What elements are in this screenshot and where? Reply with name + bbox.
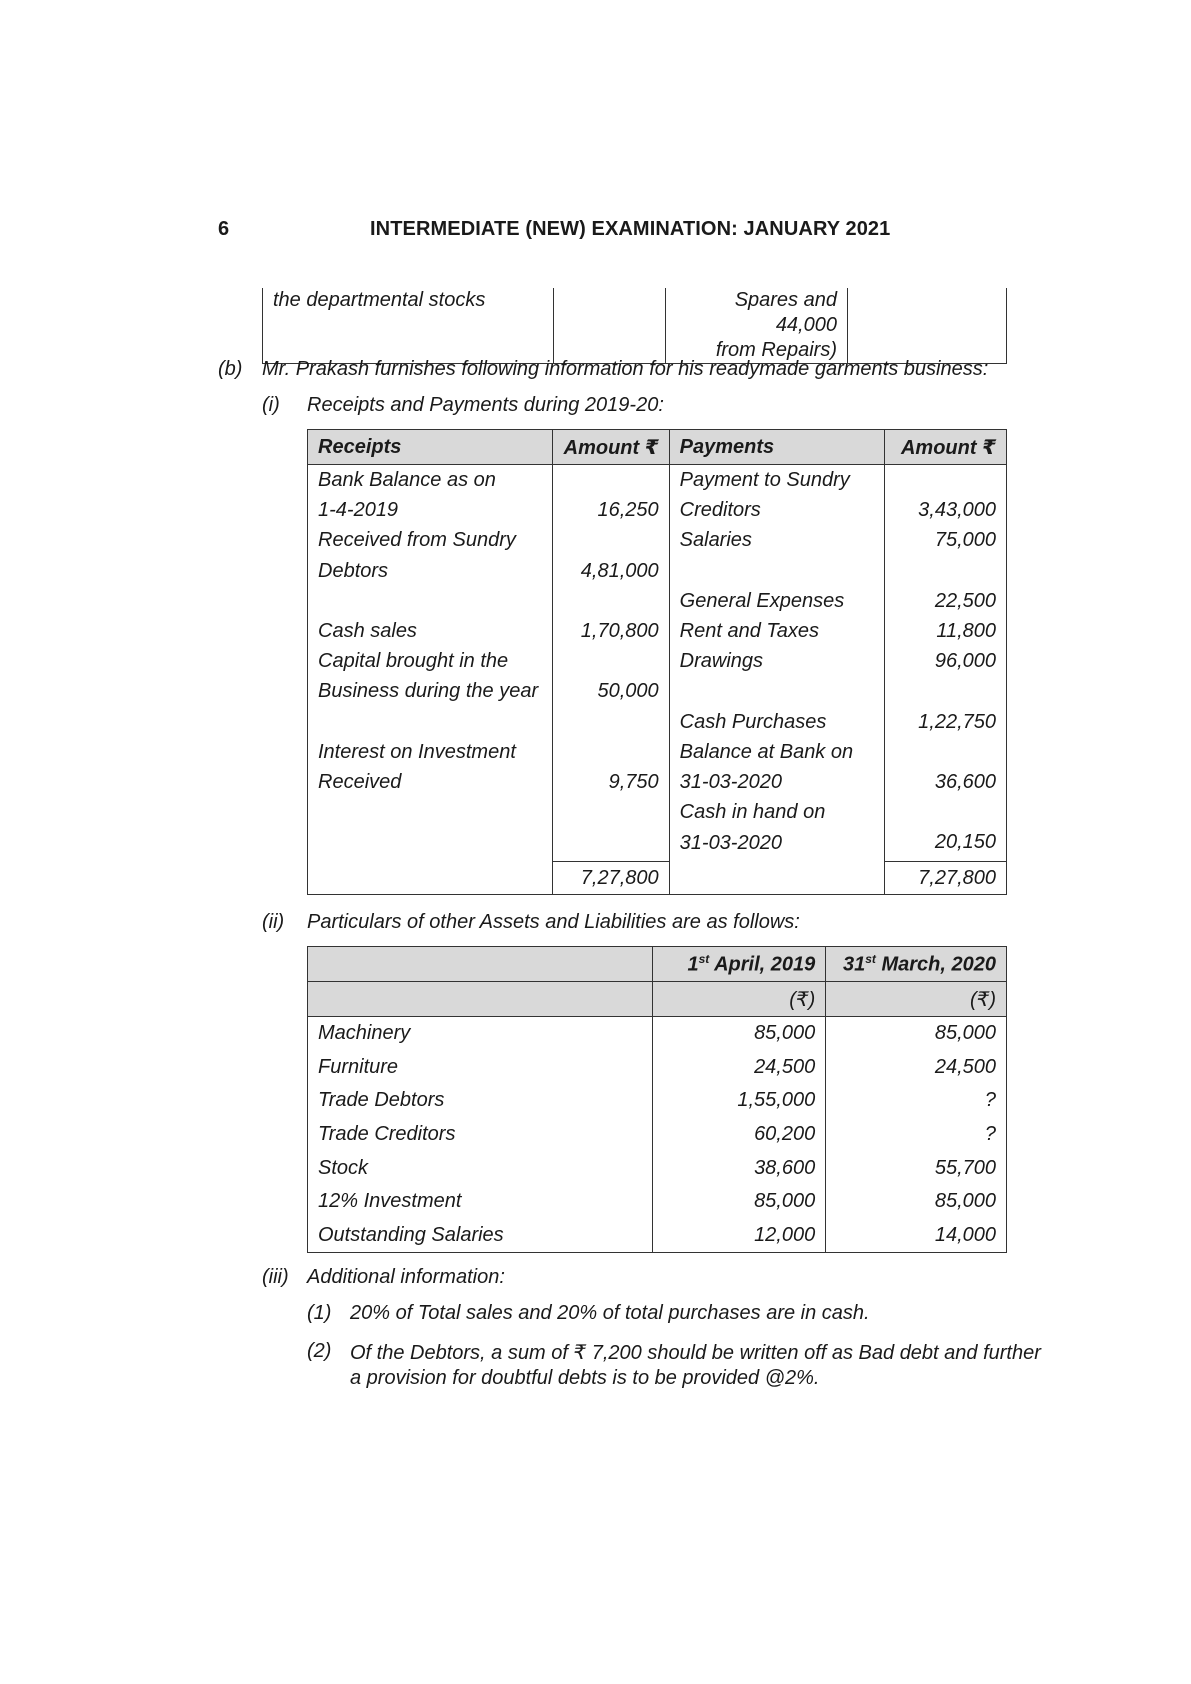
header-payments: Payments [669, 430, 885, 465]
header-col-2019 [653, 947, 826, 982]
payment-amount-cell: 22,500 [885, 586, 1007, 616]
table-header-row [308, 947, 1007, 982]
payment-amount-cell: 96,000 [885, 646, 1007, 676]
payments-total: 7,27,800 [885, 862, 1007, 895]
value-2020-cell: ? [826, 1118, 1007, 1152]
continuation-left-cell [263, 288, 554, 364]
receipt-amount-cell: 9,750 [552, 767, 669, 797]
continuation-blank-cell [554, 288, 665, 364]
value-2019-cell: 85,000 [653, 1017, 826, 1051]
table-header-row [308, 430, 1007, 465]
receipt-amount-cell [552, 827, 669, 862]
additional-item-2-line1: Of the Debtors, a sum of ₹ 7,200 should be written off as Bad debt and further [350, 1342, 1041, 1364]
table-row [308, 707, 1007, 737]
receipt-cell [308, 586, 553, 616]
value-2019-cell: 60,200 [653, 1118, 826, 1152]
table-row [308, 797, 1007, 827]
table-row [308, 1017, 1007, 1051]
continuation-amount-cell [847, 288, 1006, 364]
table-row [308, 556, 1007, 586]
receipt-cell [308, 827, 553, 862]
particular-cell: Stock [308, 1151, 653, 1185]
table-row [308, 646, 1007, 676]
section-i-label: (i) [262, 394, 280, 416]
unit-blank [308, 982, 653, 1017]
header-amount-payments: Amount ₹ [885, 430, 1007, 465]
payment-cell [669, 556, 885, 586]
additional-item-2-number: (2) [307, 1340, 332, 1362]
payment-amount-cell [885, 676, 1007, 706]
total-blank-cell [308, 862, 553, 895]
header-col-2020-sup: st [865, 951, 876, 966]
section-ii-label: (ii) [262, 911, 285, 933]
particular-cell: Outstanding Salaries [308, 1219, 653, 1253]
header-col-2019-sup: st [698, 951, 710, 966]
additional-item-1-number: (1) [307, 1302, 332, 1324]
header-col-2019-day: 1 [687, 953, 699, 976]
value-2020-cell: 85,000 [826, 1017, 1007, 1051]
unit-col-2019: (₹) [653, 982, 826, 1017]
payment-cell: General Expenses [669, 586, 885, 616]
value-2019-cell: 24,500 [653, 1051, 826, 1085]
receipt-amount-cell: 4,81,000 [552, 556, 669, 586]
header-col-2020-rest: March, 2020 [875, 953, 996, 976]
payment-cell: Balance at Bank on [669, 737, 885, 767]
receipt-amount-cell [552, 646, 669, 676]
receipt-amount-cell: 1,70,800 [552, 616, 669, 646]
payment-amount-cell [885, 797, 1007, 827]
payment-amount-cell: 11,800 [885, 616, 1007, 646]
particular-cell: Trade Creditors [308, 1118, 653, 1152]
total-blank-cell [669, 862, 885, 895]
payment-amount-cell [885, 465, 1007, 496]
table-row [308, 1151, 1007, 1185]
page-number: 6 [218, 218, 230, 240]
value-2019-cell: 85,000 [653, 1185, 826, 1219]
part-b-text: Mr. Prakash furnishes following information for his readymade garments business: [262, 358, 989, 380]
unit-row [308, 982, 1007, 1017]
header-col-2020-day: 31 [843, 953, 866, 976]
payment-cell: Payment to Sundry [669, 465, 885, 496]
total-row [308, 862, 1007, 895]
value-2019-cell: 38,600 [653, 1151, 826, 1185]
continuation-right-cell [665, 288, 847, 364]
section-iii-label: (iii) [262, 1266, 289, 1288]
receipt-cell: Bank Balance as on [308, 465, 553, 496]
receipt-cell: Business during the year [308, 676, 553, 706]
unit-col-2020: (₹) [826, 982, 1007, 1017]
receipt-amount-cell: 50,000 [552, 676, 669, 706]
value-2020-cell: 85,000 [826, 1185, 1007, 1219]
particular-cell: Furniture [308, 1051, 653, 1085]
receipt-amount-cell [552, 797, 669, 827]
payment-amount-cell [885, 556, 1007, 586]
table-row [308, 1118, 1007, 1152]
header-receipts: Receipts [308, 430, 553, 465]
value-2020-cell: ? [826, 1084, 1007, 1118]
payment-cell: 31-03-2020 [669, 767, 885, 797]
payment-cell [669, 676, 885, 706]
receipt-amount-cell [552, 707, 669, 737]
receipt-cell: Capital brought in the [308, 646, 553, 676]
header-particulars-blank [308, 947, 653, 982]
table-row [308, 586, 1007, 616]
payment-cell: Cash Purchases [669, 707, 885, 737]
payment-cell: 31-03-2020 [669, 827, 885, 862]
table-row [308, 1051, 1007, 1085]
particular-cell: 12% Investment [308, 1185, 653, 1219]
receipt-amount-cell [552, 586, 669, 616]
continuation-right-line1: Spares and 44,000 [734, 289, 837, 336]
payment-amount-cell: 20,150 [885, 827, 1007, 862]
receipt-amount-cell: 16,250 [552, 495, 669, 525]
header-col-2019-rest: April, 2019 [709, 953, 816, 976]
value-2019-cell: 1,55,000 [653, 1084, 826, 1118]
receipts-payments-table [307, 429, 1007, 895]
receipt-cell [308, 707, 553, 737]
table-row [308, 676, 1007, 706]
section-i-text: Receipts and Payments during 2019-20: [307, 394, 664, 416]
table-row [308, 1185, 1007, 1219]
continuation-right-line2: from Repairs) [715, 339, 837, 361]
receipts-total: 7,27,800 [552, 862, 669, 895]
table-row [308, 465, 1007, 496]
payment-amount-cell: 1,22,750 [885, 707, 1007, 737]
part-b-label: (b) [218, 358, 243, 380]
receipt-cell [308, 797, 553, 827]
receipt-cell: Debtors [308, 556, 553, 586]
additional-item-1-text: 20% of Total sales and 20% of total purchases are in cash. [350, 1302, 870, 1324]
receipt-cell: Received from Sundry [308, 525, 553, 555]
receipt-cell: Received [308, 767, 553, 797]
receipt-cell: Interest on Investment [308, 737, 553, 767]
table-row [308, 1084, 1007, 1118]
particulars-table [307, 946, 1007, 1253]
continuation-left-text: the departmental stocks [273, 289, 486, 311]
particular-cell: Machinery [308, 1017, 653, 1051]
particular-cell: Trade Debtors [308, 1084, 653, 1118]
table-row [308, 1219, 1007, 1253]
receipt-amount-cell [552, 737, 669, 767]
table-row [308, 616, 1007, 646]
table-row [308, 495, 1007, 525]
table-row [308, 827, 1007, 862]
section-iii-text: Additional information: [307, 1266, 505, 1288]
payment-cell: Rent and Taxes [669, 616, 885, 646]
payment-cell: Drawings [669, 646, 885, 676]
table-row [308, 525, 1007, 555]
value-2020-cell: 55,700 [826, 1151, 1007, 1185]
page-title: INTERMEDIATE (NEW) EXAMINATION: JANUARY 2021 [370, 218, 891, 240]
payment-cell: Cash in hand on [669, 797, 885, 827]
receipt-amount-cell [552, 465, 669, 496]
payment-amount-cell: 75,000 [885, 525, 1007, 555]
value-2020-cell: 24,500 [826, 1051, 1007, 1085]
receipt-amount-cell [552, 525, 669, 555]
value-2019-cell: 12,000 [653, 1219, 826, 1253]
table-row [308, 767, 1007, 797]
payment-cell: Salaries [669, 525, 885, 555]
header-col-2020 [826, 947, 1007, 982]
continuation-table [262, 288, 1007, 364]
payment-cell: Creditors [669, 495, 885, 525]
section-ii-text: Particulars of other Assets and Liabilities are as follows: [307, 911, 800, 933]
table-row [308, 737, 1007, 767]
receipt-cell: 1-4-2019 [308, 495, 553, 525]
receipt-cell: Cash sales [308, 616, 553, 646]
payment-amount-cell [885, 737, 1007, 767]
header-amount-receipts: Amount ₹ [552, 430, 669, 465]
payment-amount-cell: 36,600 [885, 767, 1007, 797]
additional-item-2-line2: a provision for doubtful debts is to be provided @2%. [350, 1367, 820, 1389]
payment-amount-cell: 3,43,000 [885, 495, 1007, 525]
value-2020-cell: 14,000 [826, 1219, 1007, 1253]
